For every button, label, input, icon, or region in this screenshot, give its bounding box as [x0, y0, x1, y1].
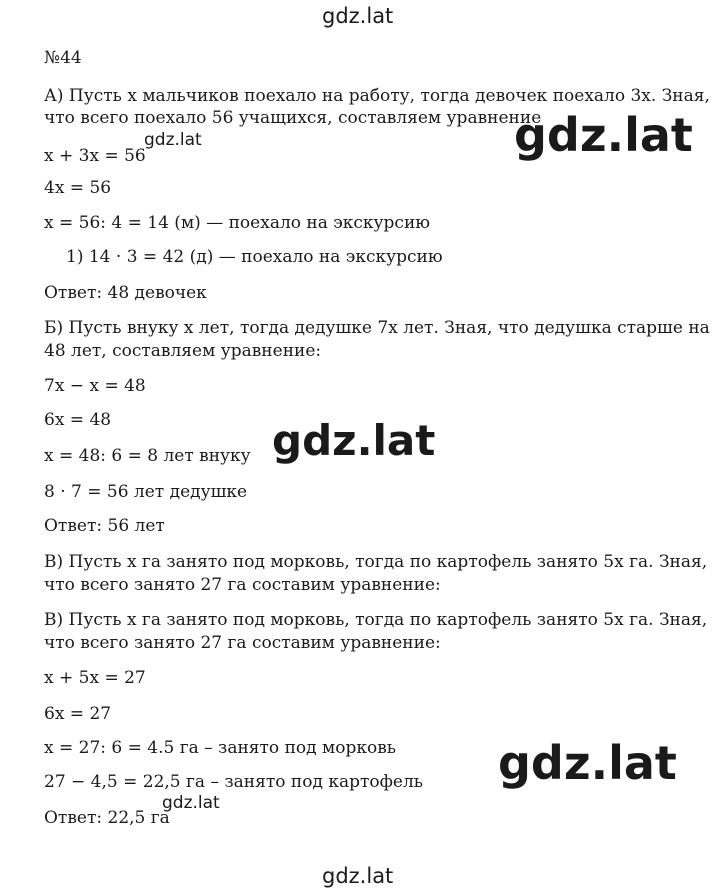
- equation-a4: 1) 14 · 3 = 42 (д) — поехало на экскурсию: [66, 247, 443, 267]
- equation-b3: x = 48: 6 = 8 лет внуку: [44, 446, 251, 466]
- equation-c3: x = 27: 6 = 4.5 га – занято под морковь: [44, 738, 397, 758]
- equation-b2: 6x = 48: [44, 410, 112, 430]
- text-line-1: А) Пусть х мальчиков поехало на работу, тогда девочек поехало 3х. Зная,: [44, 86, 710, 106]
- answer-a: Ответ: 48 девочек: [44, 283, 207, 303]
- text-line-b1: Б) Пусть внуку х лет, тогда дедушке 7х лет. Зная, что дедушка старше на: [44, 318, 710, 338]
- watermark-right-2: gdz.lat: [498, 736, 677, 790]
- equation-a3: x = 56: 4 = 14 (м) — поехало на экскурсию: [44, 213, 431, 233]
- watermark-right-1: gdz.lat: [514, 108, 693, 162]
- answer-b: Ответ: 56 лет: [44, 516, 165, 536]
- equation-b4: 8 · 7 = 56 лет дедушке: [44, 482, 248, 502]
- watermark-bottom: gdz.lat: [322, 864, 394, 888]
- text-line-c3: В) Пусть х га занято под морковь, тогда по картофель занято 5х га. Зная,: [44, 610, 708, 630]
- watermark-center: gdz.lat: [272, 416, 436, 465]
- equation-b1: 7x − x = 48: [44, 376, 146, 396]
- equation-a1: x + 3x = 56: [44, 146, 146, 166]
- problem-number: №44: [44, 48, 82, 68]
- text-line-2: что всего поехало 56 учащихся, составляем уравнение: [44, 108, 542, 128]
- watermark-inline-2: gdz.lat: [162, 793, 220, 813]
- watermark-inline-1: gdz.lat: [144, 130, 202, 150]
- equation-a2: 4x = 56: [44, 178, 112, 198]
- watermark-top: gdz.lat: [322, 4, 394, 28]
- text-line-c1: В) Пусть х га занято под морковь, тогда по картофель занято 5х га. Зная,: [44, 552, 708, 572]
- equation-c4: 27 − 4,5 = 22,5 га – занято под картофель: [44, 772, 424, 792]
- text-line-b2: 48 лет, составляем уравнение:: [44, 341, 322, 361]
- equation-c2: 6x = 27: [44, 704, 112, 724]
- answer-c: Ответ: 22,5 га: [44, 808, 170, 828]
- equation-c1: x + 5x = 27: [44, 668, 146, 688]
- text-line-c2: что всего занято 27 га составим уравнение:: [44, 575, 441, 595]
- text-line-c4: что всего занято 27 га составим уравнение:: [44, 633, 441, 653]
